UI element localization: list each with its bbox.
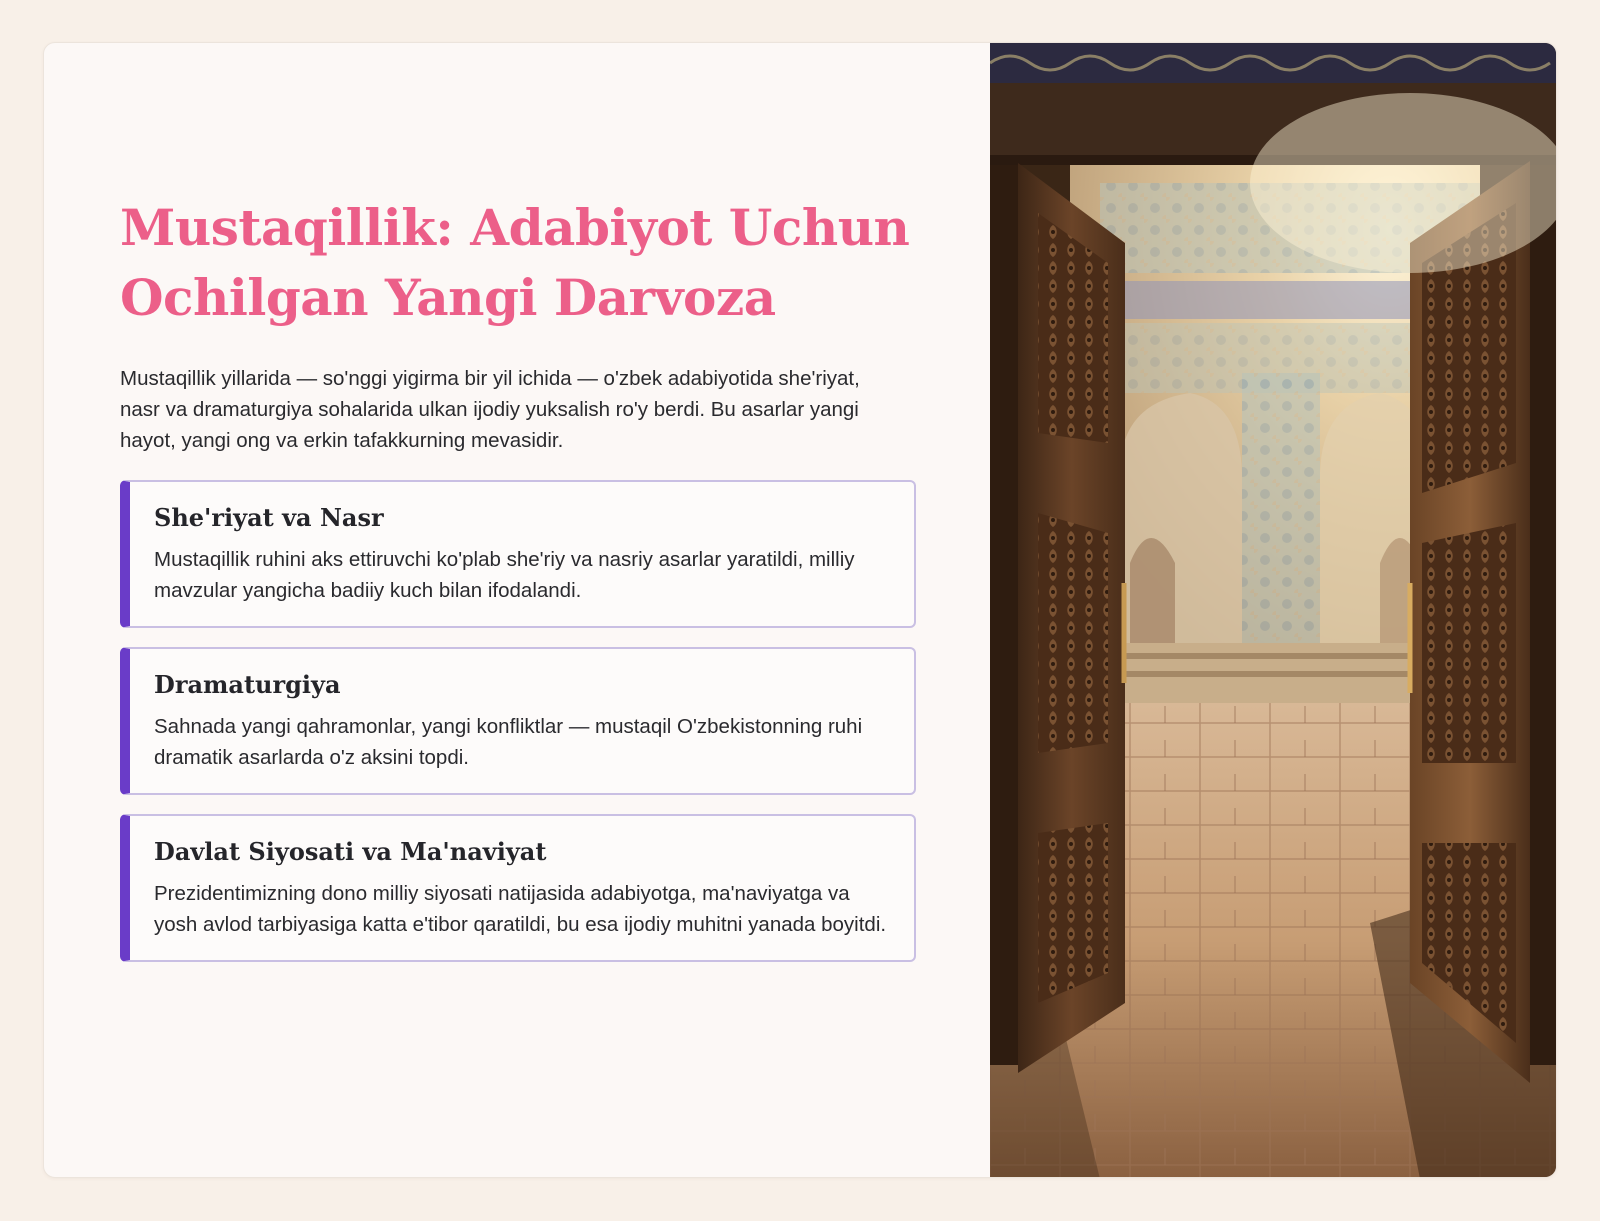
slide xyxy=(43,42,1557,1178)
card-title: Davlat Siyosati va Ma'naviyat xyxy=(154,837,547,866)
open-doors-illustration xyxy=(990,43,1557,1178)
card-list xyxy=(120,480,916,962)
card-state-policy xyxy=(120,814,916,962)
card-text: Sahnada yangi qahramonlar, yangi konfliktlar — mustaqil O'zbekistonning ruhi dramatik asarlarda o'z aksini topdi. xyxy=(154,715,863,769)
card-poetry-prose xyxy=(120,480,916,628)
card-title: Dramaturgiya xyxy=(154,670,341,699)
card-text: Prezidentimizning dono milliy siyosati natijasida adabiyotga, ma'naviyatga va yosh avlod tarbiyasiga katta e'tibor qaratildi, bu esa ijodiy muhitni yanada boyitdi. xyxy=(154,882,887,936)
intro-paragraph: Mustaqillik yillarida — so'nggi yigirma bir yil ichida — o'zbek adabiyotida she'riyat, nasr va dramaturgiya sohalarida ulkan ijodiy yuksalish ro'y berdi. Bu asarlar yangi hayot, yangi ong va erkin tafakkurning mevasidir. xyxy=(120,367,860,452)
card-title: She'riyat va Nasr xyxy=(154,503,384,532)
content-column xyxy=(120,193,920,981)
slide-title: Mustaqillik: Adabiyot Uchun Ochilgan Yangi Darvoza xyxy=(120,198,910,327)
card-text: Mustaqillik ruhini aks ettiruvchi ko'plab she'riy va nasriy asarlar yaratildi, milliy mavzular yangicha badiiy kuch bilan ifodalandi. xyxy=(154,548,855,602)
card-drama xyxy=(120,647,916,795)
doorway-photo xyxy=(990,43,1557,1178)
